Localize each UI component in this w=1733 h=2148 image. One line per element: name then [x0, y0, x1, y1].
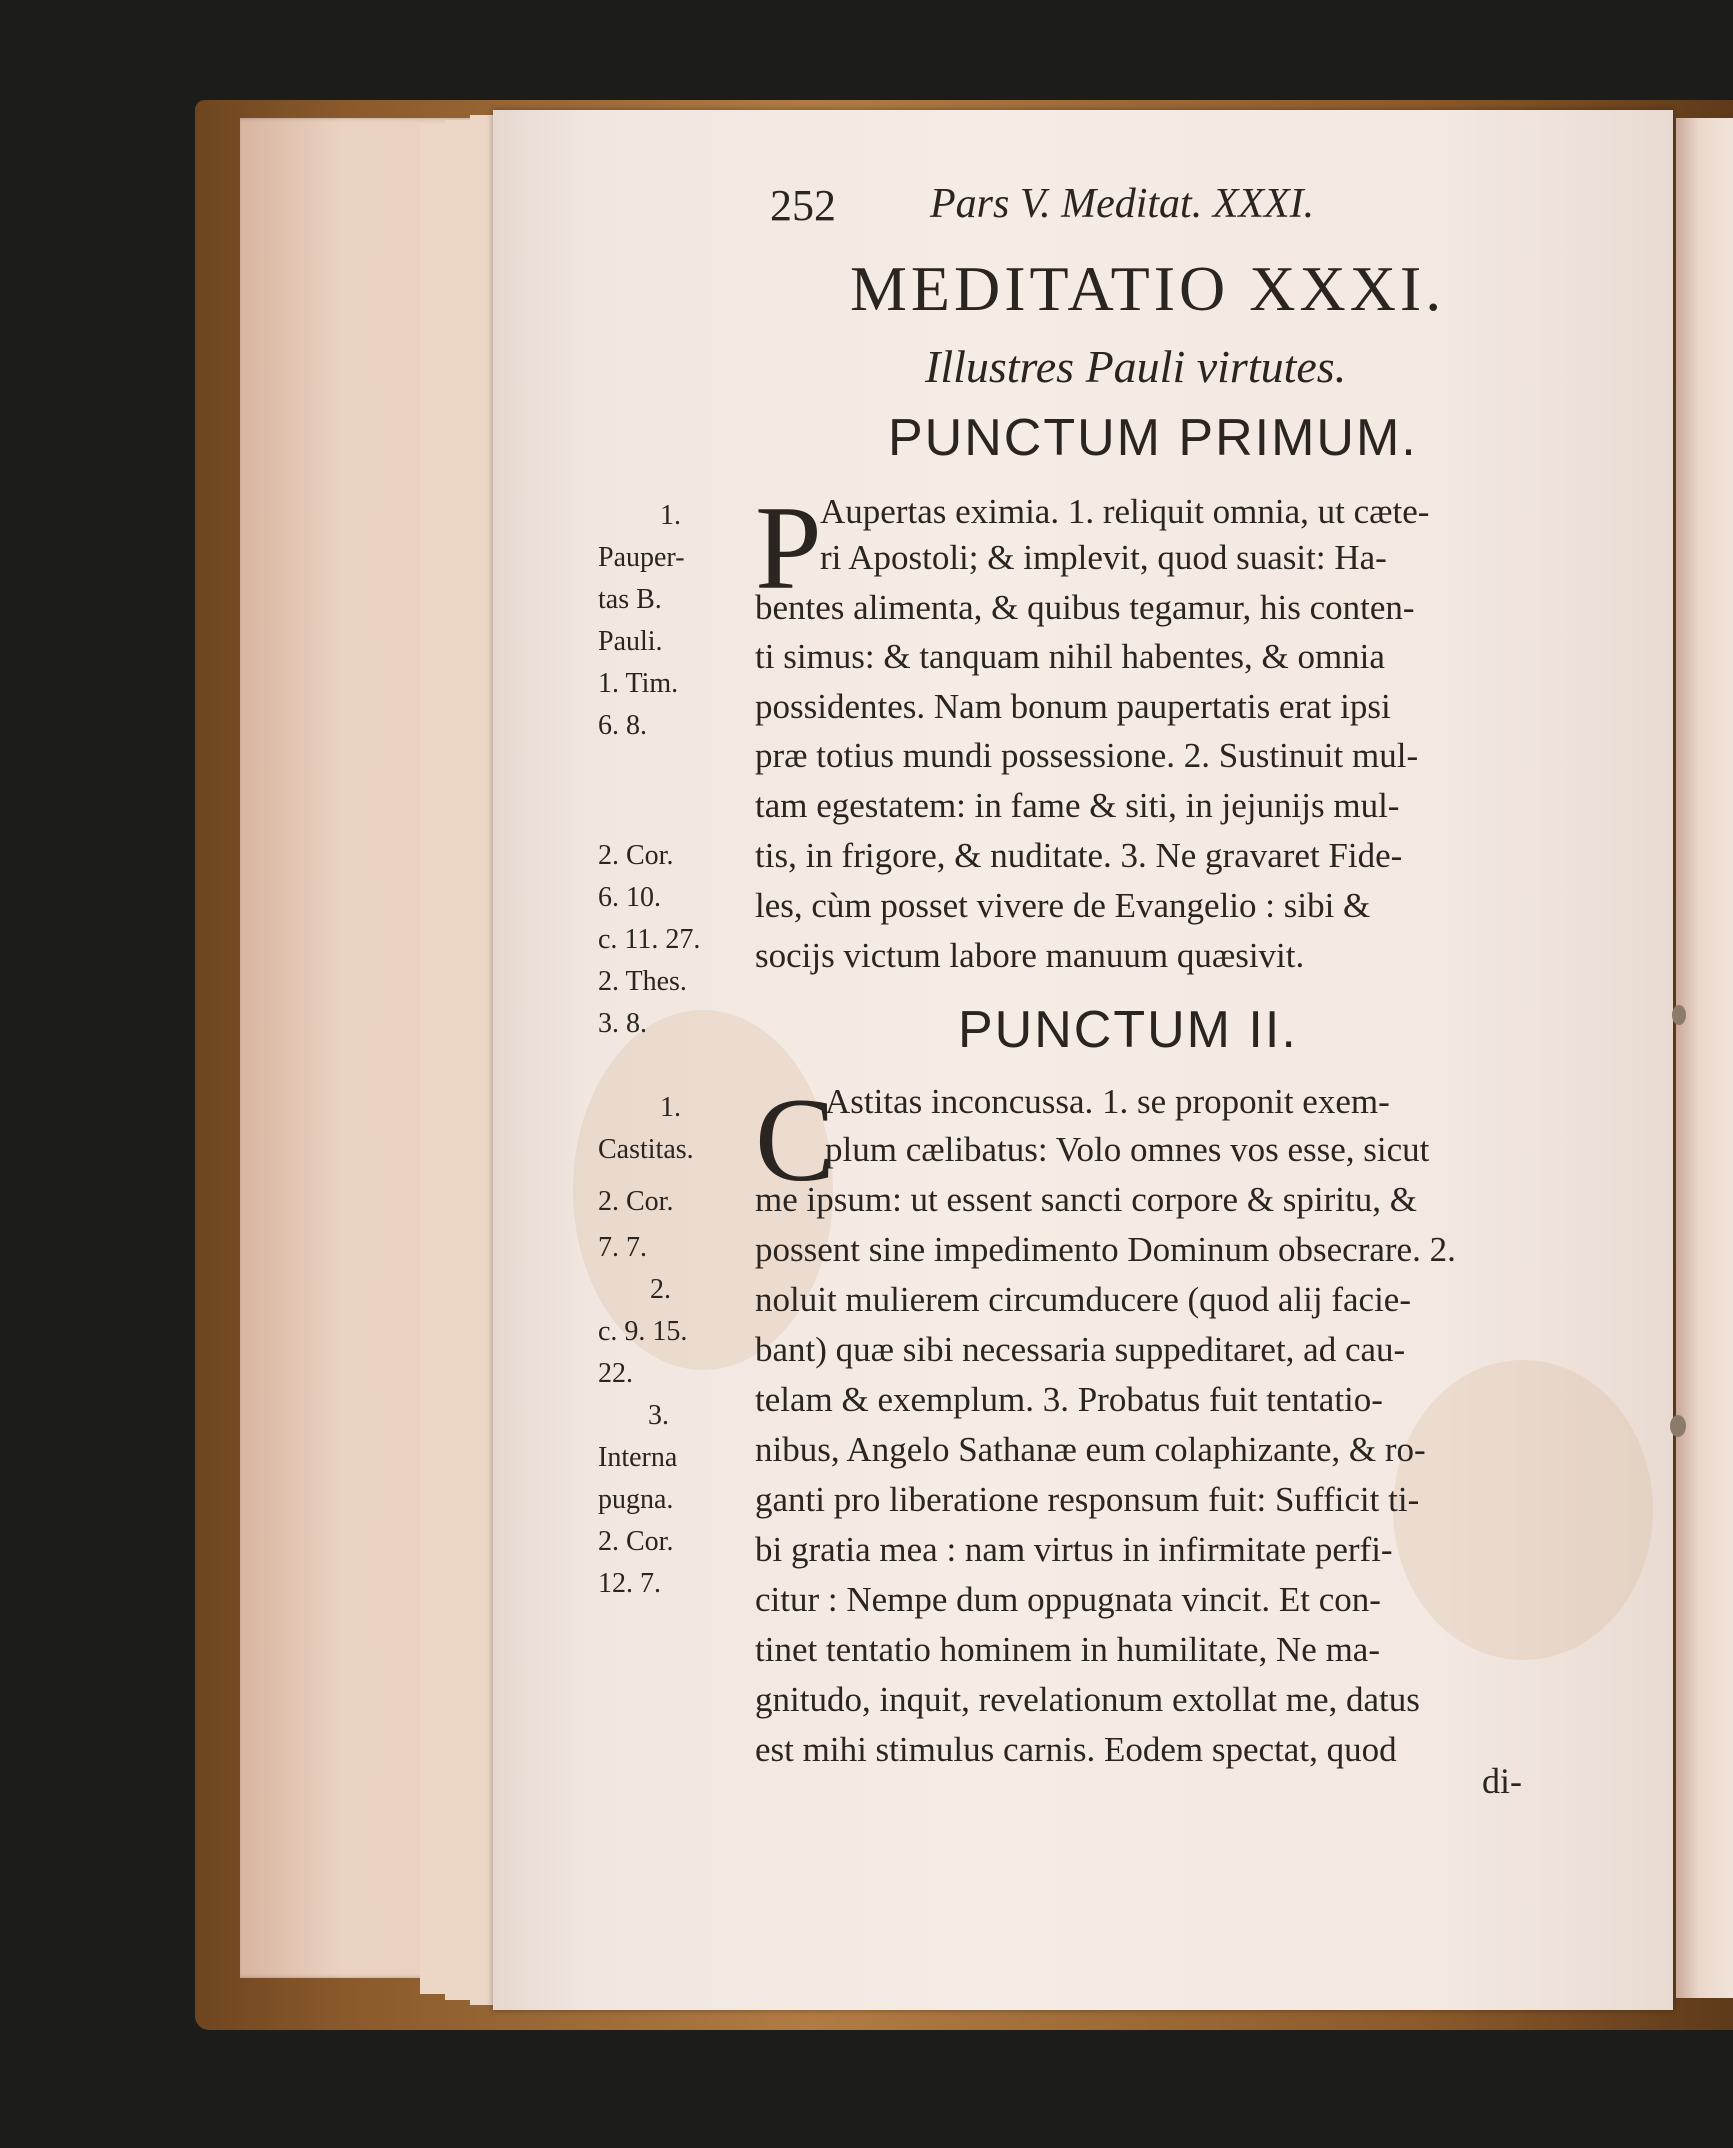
book-page — [493, 110, 1673, 2010]
text-line: Aupertas eximia. 1. reliquit omnia, ut cæte- — [820, 492, 1430, 531]
binding-thread — [1672, 1005, 1686, 1025]
text-line: ganti pro liberatione responsum fuit: Sufficit ti- — [755, 1480, 1420, 1519]
text-line: citur : Nempe dum oppugnata vincit. Et con- — [755, 1580, 1381, 1619]
section-heading: PUNCTUM II. — [958, 1001, 1298, 1059]
text-line: tis, in frigore, & nuditate. 3. Ne gravaret Fide- — [755, 836, 1403, 875]
margin-note: 3. 8. — [598, 1008, 647, 1039]
text-line: me ipsum: ut essent sancti corpore & spiritu, & — [755, 1180, 1417, 1219]
text-line: tinet tentatio hominem in humilitate, Ne ma- — [755, 1630, 1380, 1669]
text-line: possent sine impedimento Dominum obsecrare. 2. — [755, 1230, 1456, 1269]
margin-note: 6. 8. — [598, 710, 647, 741]
text-line: tam egestatem: in fame & siti, in jejunijs mul- — [755, 786, 1400, 825]
meditation-title: MEDITATIO XXXI. — [850, 253, 1446, 324]
text-line: est mihi stimulus carnis. Eodem spectat, quod — [755, 1730, 1397, 1769]
text-line: plum cælibatus: Volo omnes vos esse, sicut — [825, 1130, 1430, 1169]
text-line: nibus, Angelo Sathanæ eum colaphizante, & ro- — [755, 1430, 1426, 1469]
margin-note: 1. — [660, 1092, 681, 1123]
text-line: ri Apostoli; & implevit, quod suasit: Ha- — [820, 538, 1387, 577]
text-line: telam & exemplum. 3. Probatus fuit tentatio- — [755, 1380, 1383, 1419]
page-number: 252 — [770, 181, 836, 230]
margin-note: 2. Cor. — [598, 840, 674, 871]
margin-note: c. 9. 15. — [598, 1316, 688, 1347]
margin-note: Castitas. — [598, 1134, 694, 1165]
margin-note: Interna — [598, 1442, 678, 1473]
margin-note: 2. Thes. — [598, 966, 687, 997]
margin-note: 22. — [598, 1358, 633, 1389]
text-line: bentes alimenta, & quibus tegamur, his conten- — [755, 588, 1415, 627]
margin-note: 3. — [648, 1400, 669, 1431]
margin-note: 7. 7. — [598, 1232, 647, 1263]
margin-note: c. 11. 27. — [598, 924, 701, 955]
text-line: Astitas inconcussa. 1. se proponit exem- — [825, 1082, 1390, 1121]
text-line: bi gratia mea : nam virtus in infirmitate perfi- — [755, 1530, 1393, 1569]
margin-note: 2. Cor. — [598, 1186, 674, 1217]
running-title: Pars V. Meditat. XXXI. — [930, 181, 1315, 227]
paper-stain — [1393, 1360, 1653, 1660]
text-line: gnitudo, inquit, revelationum extollat me, datus — [755, 1680, 1420, 1719]
text-line: possidentes. Nam bonum paupertatis erat ipsi — [755, 687, 1391, 726]
text-line: socijs victum labore manuum quæsivit. — [755, 936, 1305, 975]
text-line: noluit mulierem circumducere (quod alij facie- — [755, 1280, 1411, 1319]
margin-note: 2. — [650, 1274, 671, 1305]
margin-note: Pauli. — [598, 626, 663, 657]
margin-note: pugna. — [598, 1484, 674, 1515]
margin-note: 12. 7. — [598, 1568, 661, 1599]
margin-note: 2. Cor. — [598, 1526, 674, 1557]
margin-note: 6. 10. — [598, 882, 661, 913]
binding-thread — [1670, 1415, 1686, 1437]
margin-note: 1. Tim. — [598, 668, 679, 699]
margin-note: Pauper- — [598, 542, 685, 573]
text-line: bant) quæ sibi necessaria suppeditaret, ad cau- — [755, 1330, 1406, 1369]
margin-note: 1. — [660, 500, 681, 531]
margin-note: tas B. — [598, 584, 662, 615]
facing-page-edge — [1676, 118, 1733, 1998]
catchword: di- — [1482, 1761, 1522, 1801]
section-heading: PUNCTUM PRIMUM. — [888, 409, 1418, 467]
text-line: præ totius mundi possessione. 2. Sustinuit mul- — [755, 736, 1419, 775]
meditation-subtitle: Illustres Pauli virtutes. — [925, 341, 1347, 392]
text-line: les, cùm posset vivere de Evangelio : sibi & — [755, 886, 1371, 925]
drop-cap: P — [755, 481, 822, 614]
text-line: ti simus: & tanquam nihil habentes, & omnia — [755, 637, 1385, 676]
drop-cap: C — [755, 1073, 836, 1206]
